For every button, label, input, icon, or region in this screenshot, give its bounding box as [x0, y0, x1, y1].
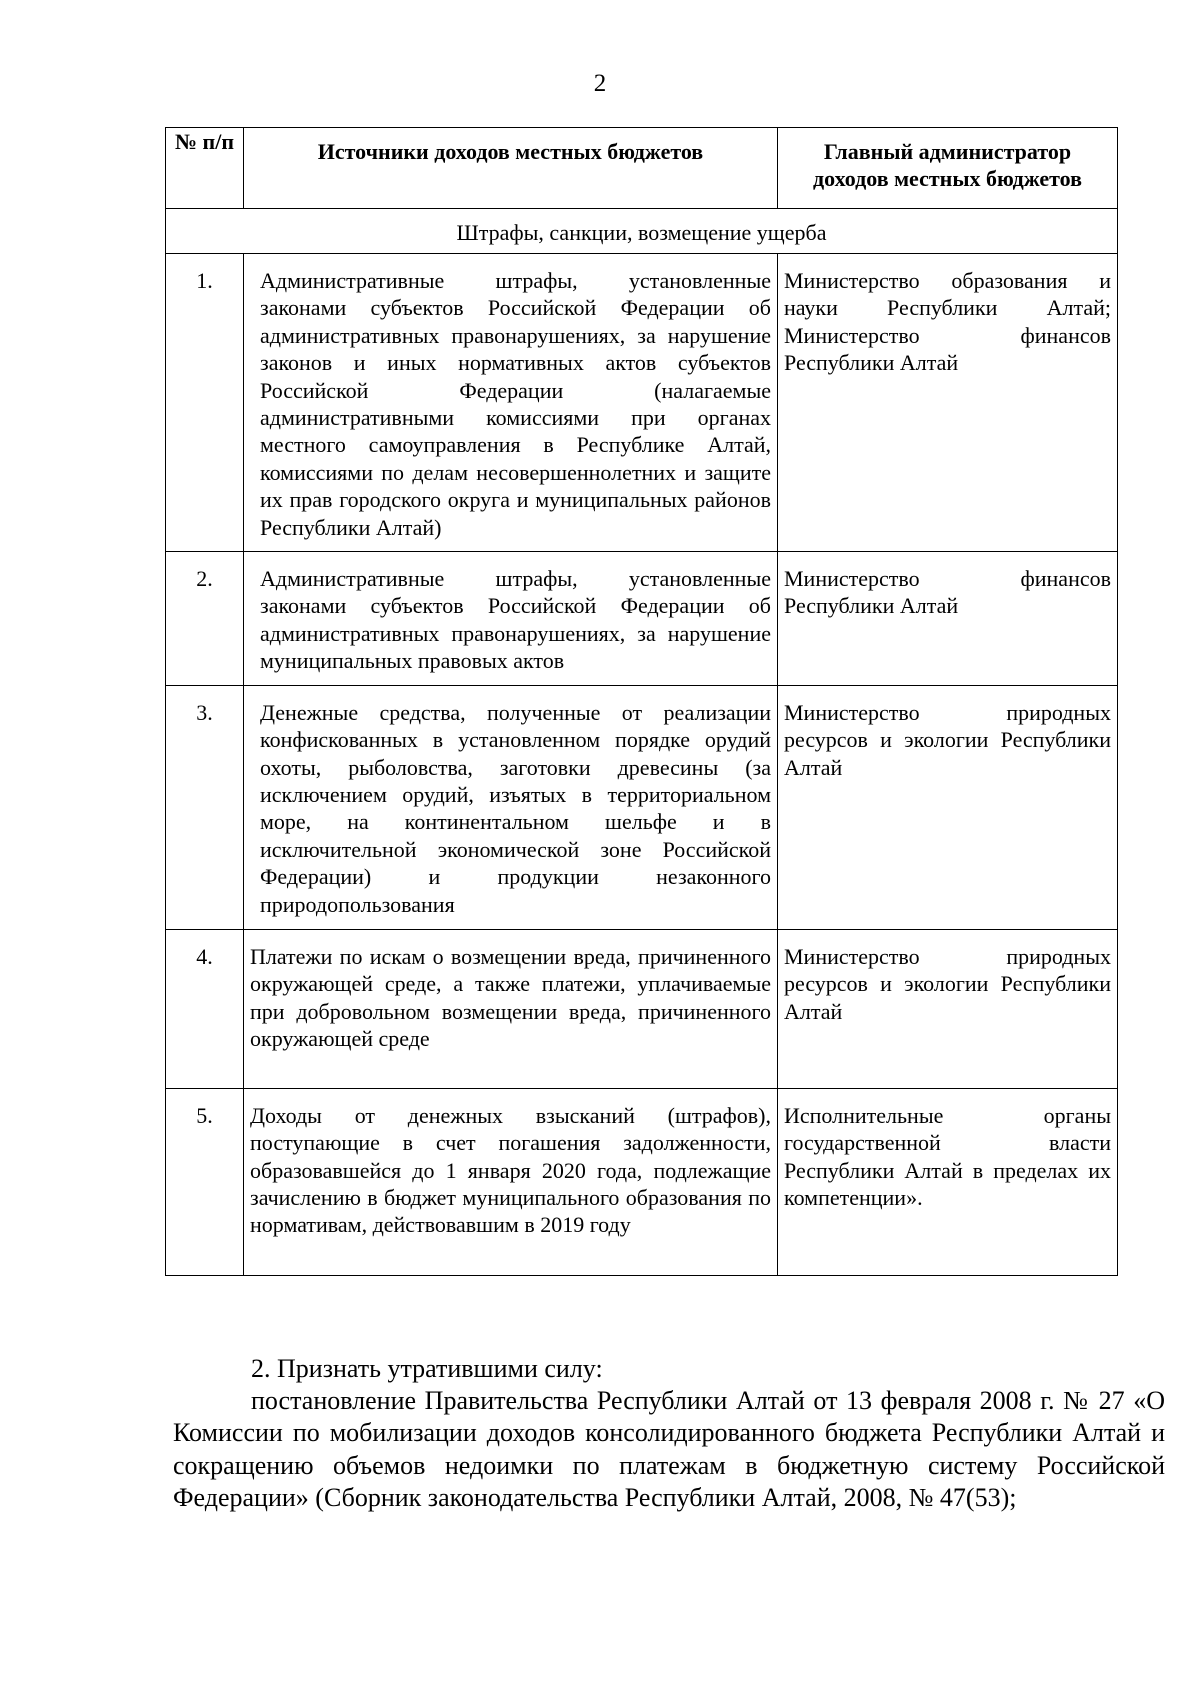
body-text [173, 1353, 1165, 1514]
header-number: № п/п [166, 128, 244, 209]
row-administrator: Министерство природных ресурсов и экологии Республики Алтай [778, 929, 1118, 1088]
row-source: Административные штрафы, установленные законами субъектов Российской Федерации об административных правонарушениях, за нарушение муниципальных правовых актов [244, 552, 778, 686]
row-source: Денежные средства, полученные от реализации конфискованных в установленном порядке орудий охоты, рыболовства, заготовки древесины (за исключением орудий, изъятых в территориальном море, на континентальном шельфе и в исключительной экономической зоне Российской Федерации) и продукции незаконного природопользования [244, 685, 778, 929]
row-source: Платежи по искам о возмещении вреда, причиненного окружающей среде, а также платежи, уплачиваемые при добровольном возмещении вреда, причиненного окружающей среде [244, 929, 778, 1088]
row-administrator: Министерство природных ресурсов и экологии Республики Алтай [778, 685, 1118, 929]
section-title: Штрафы, санкции, возмещение ущерба [166, 209, 1118, 254]
table-row [166, 254, 1118, 552]
row-source: Административные штрафы, установленные законами субъектов Российской Федерации об административных правонарушениях, за нарушение законов и иных нормативных актов субъектов Российской Федерации (налагаемые административными комиссиями при органах местного самоуправления в Республике Алтай, комиссиями по делам несовершеннолетних и защите их прав городского округа и муниципальных районов Республики Алтай) [244, 254, 778, 552]
section-row [166, 209, 1118, 254]
paragraph-item-2: 2. Признать утратившими силу: [251, 1354, 603, 1383]
header-administrator: Главный администратор доходов местных бюджетов [778, 128, 1118, 209]
table-row [166, 929, 1118, 1088]
row-number: 5. [166, 1088, 244, 1275]
paragraph-resolution: постановление Правительства Республики Алтай от 13 февраля 2008 г. № 27 «О Комиссии по мобилизации доходов консолидированного бюджета Республики Алтай и сокращению объемов недоимки по платежам в бюджетную систему Российской Федерации» (Сборник законодательства Республики Алтай, 2008, № 47(53); [173, 1386, 1165, 1512]
row-number: 4. [166, 929, 244, 1088]
row-number: 3. [166, 685, 244, 929]
row-number: 1. [166, 254, 244, 552]
row-source: Доходы от денежных взысканий (штрафов), поступающие в счет погашения задолженности, образовавшейся до 1 января 2020 года, подлежащие зачислению в бюджет муниципального образования по нормативам, действовавшим в 2019 году [244, 1088, 778, 1275]
row-number: 2. [166, 552, 244, 686]
table-row [166, 1088, 1118, 1275]
row-administrator: Министерство образования и науки Республики Алтай; Министерство финансов Республики Алтай [778, 254, 1118, 552]
table-row [166, 552, 1118, 686]
table-row [166, 685, 1118, 929]
page-number: 2 [593, 70, 607, 97]
income-sources-table [165, 127, 1118, 1276]
table-header-row [166, 128, 1118, 209]
header-source: Источники доходов местных бюджетов [244, 128, 778, 209]
row-administrator: Министерство финансов Республики Алтай [778, 552, 1118, 686]
row-administrator: Исполнительные органы государственной власти Республики Алтай в пределах их компетенции». [778, 1088, 1118, 1275]
